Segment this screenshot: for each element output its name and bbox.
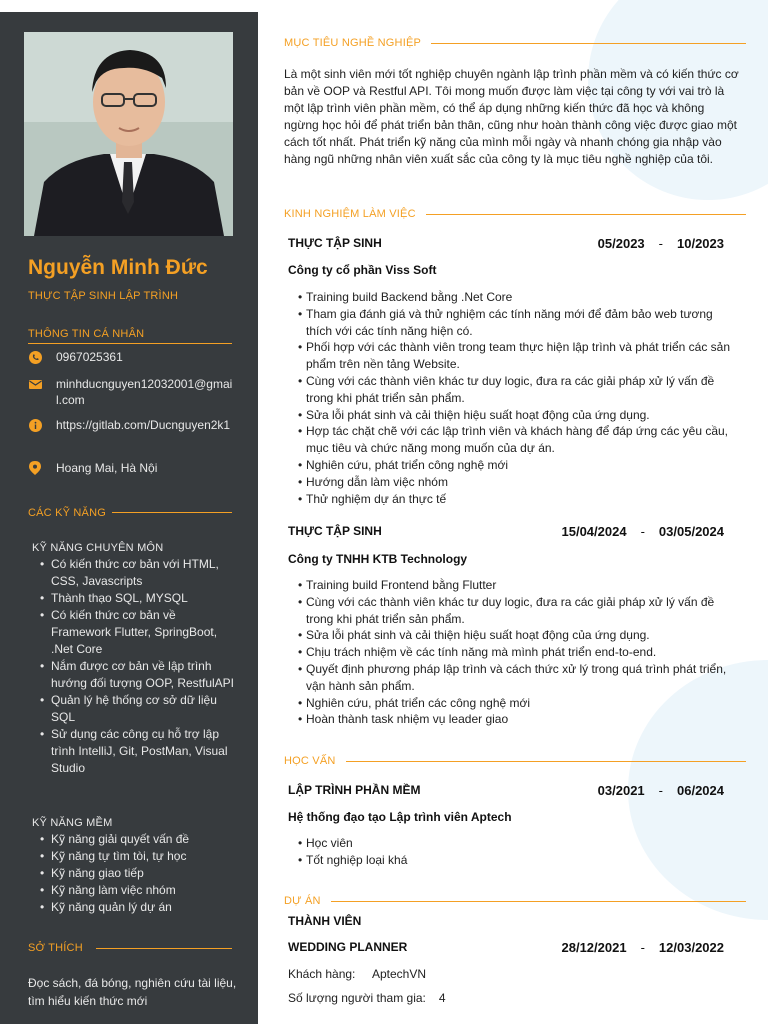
technical-skills-heading: KỸ NĂNG CHUYÊN MÔN — [32, 542, 164, 554]
job-tasks-list — [298, 289, 734, 507]
job-end-date: 03/05/2024 — [658, 524, 724, 539]
phone-icon — [28, 350, 42, 364]
list-item: • Sử dụng các công cụ hỗ trợ lập trình IntelliJ, Git, PostMan, Visual Studio — [40, 726, 236, 777]
list-item: • Nghiên cứu, phát triển công nghệ mới — [298, 457, 734, 474]
contact-email — [28, 376, 238, 408]
experience-divider — [426, 214, 746, 215]
job-start-date: 15/04/2024 — [561, 524, 627, 539]
project-client — [288, 967, 426, 981]
list-item: • Training build Backend bằng .Net Core — [298, 289, 734, 306]
list-item: • Có kiến thức cơ bản về Framework Flutter, SpringBoot, .Net Core — [40, 607, 236, 658]
education-school: Hệ thống đạo tạo Lập trình viên Aptech — [288, 810, 512, 824]
personal-info-heading: THÔNG TIN CÁ NHÂN — [28, 328, 145, 340]
email-icon — [28, 377, 42, 391]
project-members-label: Số lượng người tham gia: — [288, 991, 426, 1005]
list-item: • Phối hợp với các thành viên trong team thực hiện lập trình và phát triển các sản phẩm trên nền tảng Website. — [298, 339, 734, 373]
contact-website — [28, 417, 238, 433]
date-separator: - — [640, 940, 645, 955]
project-role: THÀNH VIÊN — [288, 914, 362, 928]
soft-skills-heading: KỸ NĂNG MỀM — [32, 817, 113, 829]
list-item: • Kỹ năng giao tiếp — [40, 865, 236, 882]
job-company: Công ty cổ phần Viss Soft — [288, 263, 437, 277]
project-end-date: 12/03/2022 — [658, 940, 724, 955]
location-pin-icon — [28, 461, 42, 475]
list-item: • Tham gia đánh giá và thử nghiệm các tính năng mới để đảm bảo web tương thích với các tính năng hiện có. — [298, 306, 734, 340]
project-members-value: 4 — [438, 991, 446, 1005]
list-item: • Thử nghiệm dự án thực tế — [298, 491, 734, 508]
project-client-label: Khách hàng: — [288, 967, 356, 981]
list-item: • Quyết định phương pháp lập trình và cách thức xử lý trong quá trình phát triển, vận hành sản phẩm. — [298, 661, 734, 695]
objective-heading: MỤC TIÊU NGHỀ NGHIỆP — [284, 37, 422, 49]
date-separator: - — [640, 524, 645, 539]
list-item: • Sửa lỗi phát sinh và cải thiện hiệu suất hoạt động của ứng dụng. — [298, 407, 734, 424]
objective-heading-row — [284, 37, 746, 49]
project-members — [288, 991, 446, 1005]
soft-skills-list — [40, 831, 236, 916]
project-dates — [562, 940, 725, 955]
objective-text: Là một sinh viên mới tốt nghiệp chuyên ngành lập trình phần mềm và có kiến thức cơ bản về OOP và Restful API. Tôi mong muốn được làm việc tại công ty với vai trò là một lập trình viên phần mềm, có thể áp dụng những kiến thức đã học và không ngừng học hỏi để phát triển bản thân, cũng như hoàn thành công việc được giao một cách tốt nhất. Phát triển kỹ năng của mình mỗi ngày và nhanh chóng gia nhập vào hàng ngũ những nhân viên xuất sắc của công ty là mục tiêu nghề nghiệp của tôi. — [284, 67, 739, 166]
list-item: • Hướng dẫn làm việc nhóm — [298, 474, 734, 491]
address-text: Hoang Mai, Hà Nội — [56, 461, 158, 475]
project-client-value: AptechVN — [372, 967, 427, 981]
contact-phone — [28, 349, 238, 365]
list-item: • Kỹ năng tự tìm tòi, tự học — [40, 848, 236, 865]
education-start-date: 03/2021 — [597, 783, 645, 798]
experience-heading-row — [284, 208, 746, 220]
list-item: • Nắm được cơ bản về lập trình hướng đối tượng OOP, RestfulAPI — [40, 658, 236, 692]
info-icon — [28, 418, 42, 432]
list-item: • Nghiên cứu, phát triển các công nghệ mới — [298, 695, 734, 712]
list-item: • Tốt nghiệp loại khá — [298, 852, 734, 869]
education-major: LẬP TRÌNH PHẦN MỀM — [288, 783, 421, 797]
list-item: • Sửa lỗi phát sinh và cải thiện hiệu suất hoạt động của ứng dụng. — [298, 627, 734, 644]
projects-heading: DỰ ÁN — [284, 895, 321, 907]
education-divider — [346, 761, 746, 762]
education-heading: HỌC VẤN — [284, 755, 336, 767]
sidebar — [0, 0, 258, 1024]
hobbies-divider — [96, 948, 232, 949]
projects-heading-row — [284, 895, 746, 907]
list-item: • Kỹ năng làm việc nhóm — [40, 882, 236, 899]
projects-divider — [331, 901, 746, 902]
main-content — [284, 0, 746, 1024]
experience-heading: KINH NGHIỆM LÀM VIỆC — [284, 208, 416, 220]
job-title: THỰC TẬP SINH LẬP TRÌNH — [28, 290, 179, 302]
sidebar-top-gap — [0, 0, 258, 12]
job-start-date: 05/2023 — [597, 236, 645, 251]
website-link[interactable]: https://gitlab.com/Ducnguyen2k1 — [56, 418, 231, 432]
list-item: • Kỹ năng quản lý dự án — [40, 899, 236, 916]
hobbies-heading: SỞ THÍCH — [28, 942, 83, 954]
job-dates — [562, 524, 725, 539]
education-dates — [598, 783, 724, 798]
list-item: • Có kiến thức cơ bản với HTML, CSS, Javascripts — [40, 556, 236, 590]
education-list — [298, 835, 734, 869]
job-role: THỰC TẬP SINH — [288, 236, 382, 250]
job-role: THỰC TẬP SINH — [288, 524, 382, 538]
personal-info-divider — [28, 343, 232, 344]
list-item: • Hợp tác chặt chẽ với các lập trình viên và khách hàng để đáp ứng các yêu cầu, mục tiêu và chức năng mong muốn của dự án. — [298, 423, 734, 457]
job-tasks-list — [298, 577, 734, 728]
skills-heading: CÁC KỸ NĂNG — [28, 507, 106, 519]
hobbies-text: Đọc sách, đá bóng, nghiên cứu tài liệu, tìm hiểu kiến thức mới — [28, 976, 237, 1008]
job-dates — [598, 236, 724, 251]
person-name: Nguyễn Minh Đức — [28, 256, 208, 279]
objective-divider — [431, 43, 746, 44]
list-item: • Quản lý hệ thống cơ sở dữ liệu SQL — [40, 692, 236, 726]
list-item: • Học viên — [298, 835, 734, 852]
email-address[interactable]: minhducnguyen12032001@gmail.com — [56, 377, 233, 407]
contact-address — [28, 460, 238, 476]
date-separator: - — [658, 236, 663, 251]
list-item: • Cùng với các thành viên khác tư duy logic, đưa ra các giải pháp xử lý vấn đề trong khi phát triển sản phẩm. — [298, 594, 734, 628]
skills-divider — [112, 512, 232, 513]
list-item: • Training build Frontend bằng Flutter — [298, 577, 734, 594]
list-item: • Cùng với các thành viên khác tư duy logic, đưa ra các giải pháp xử lý vấn đề trong khi phát triển sản phẩm. — [298, 373, 734, 407]
phone-number[interactable]: 0967025361 — [56, 350, 123, 364]
job-end-date: 10/2023 — [677, 236, 724, 251]
education-heading-row — [284, 755, 746, 767]
profile-photo — [24, 32, 233, 236]
list-item: • Chịu trách nhiệm về các tính năng mà mình phát triển end-to-end. — [298, 644, 734, 661]
education-end-date: 06/2024 — [677, 783, 724, 798]
project-name: WEDDING PLANNER — [288, 940, 408, 954]
project-start-date: 28/12/2021 — [561, 940, 627, 955]
list-item: • Hoàn thành task nhiệm vụ leader giao — [298, 711, 734, 728]
technical-skills-list — [40, 556, 236, 777]
job-company: Công ty TNHH KTB Technology — [288, 552, 468, 566]
date-separator: - — [658, 783, 663, 798]
list-item: • Kỹ năng giải quyết vấn đề — [40, 831, 236, 848]
list-item: • Thành thạo SQL, MYSQL — [40, 590, 236, 607]
